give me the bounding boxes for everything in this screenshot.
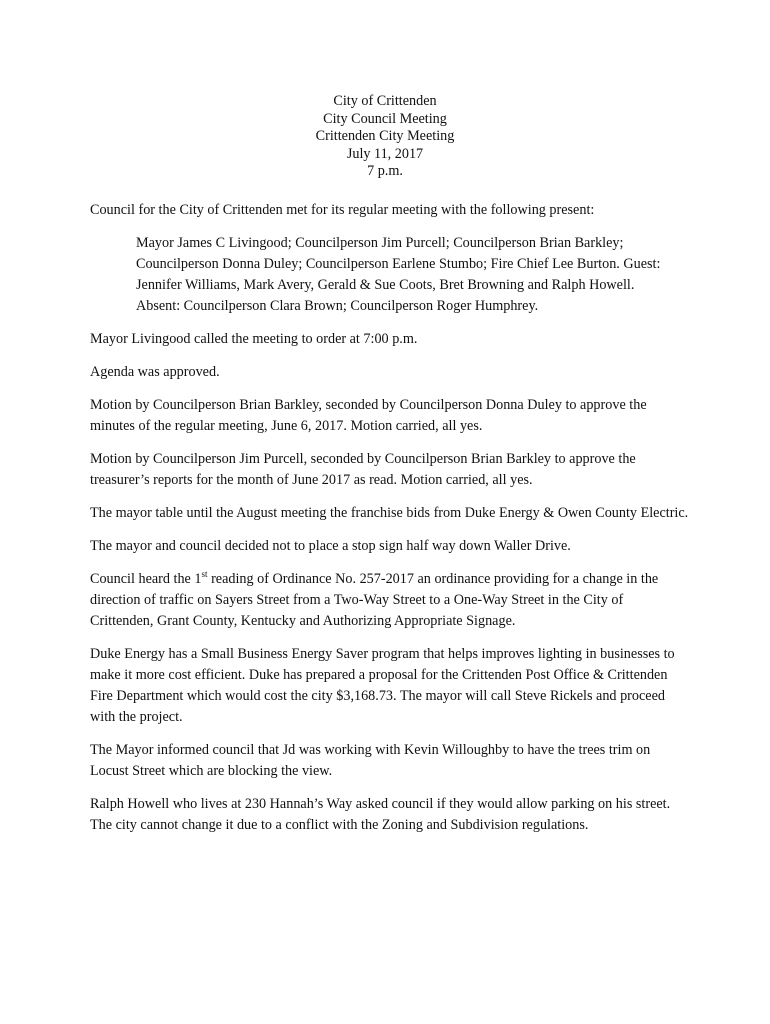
ordinance-text-rest: reading of Ordinance No. 257-2017 an ordinance providing for a change in the direction of traffic on Sayers Street from a Two-Way Street to a One-Way Street in the City of Crittenden, Grant County, Kentucky and Authorizing Appropriate Signage. [90, 571, 659, 629]
meeting-name: Crittenden City Meeting [315, 128, 455, 145]
minutes-body [90, 200, 690, 848]
document-header [0, 93, 770, 181]
duke-energy-paragraph: Duke Energy has a Small Business Energy Saver program that helps improves lighting in businesses to make it more cost efficient. Duke has prepared a proposal for the Crittenden Post Office & Crittenden Fire Department which would cost the city $3,168.73. The mayor will call Steve Rickels and proceed with the project. [90, 646, 675, 725]
stop-sign-paragraph: The mayor and council decided not to place a stop sign half way down Waller Drive. [90, 538, 571, 554]
meeting-type: City Council Meeting [323, 110, 447, 127]
minutes-motion-paragraph: Motion by Councilperson Brian Barkley, seconded by Councilperson Donna Duley to approve the minutes of the regular meeting, June 6, 2017. Motion carried, all yes. [90, 397, 647, 434]
trees-paragraph: The Mayor informed council that Jd was working with Kevin Willoughby to have the trees trim on Locust Street which are blocking the view. [90, 742, 651, 779]
attendees-paragraph: Mayor James C Livingood; Councilperson Jim Purcell; Councilperson Brian Barkley; Councilperson Donna Duley; Councilperson Earlene Stumbo; Fire Chief Lee Burton. Guest: Jennifer Williams, Mark Avery, Gerald & Sue Coots, Bret Browning and Ralph Howell. Absent: Councilperson Clara Brown; Councilperson Roger Humphrey. [136, 235, 661, 314]
intro-paragraph: Council for the City of Crittenden met for its regular meeting with the following present: [90, 202, 595, 218]
agenda-paragraph: Agenda was approved. [90, 364, 220, 380]
ordinance-superscript: st [201, 569, 208, 579]
meeting-date: July 11, 2017 [346, 145, 424, 162]
call-to-order-paragraph: Mayor Livingood called the meeting to order at 7:00 p.m. [90, 331, 418, 347]
ordinance-text-start: Council heard the 1 [90, 571, 202, 587]
treasurer-motion-paragraph: Motion by Councilperson Jim Purcell, seconded by Councilperson Brian Barkley to approve the treasurer’s reports for the month of June 2017 as read. Motion carried, all yes. [90, 451, 636, 488]
ordinance-paragraph [90, 569, 690, 632]
parking-paragraph: Ralph Howell who lives at 230 Hannah’s Way asked council if they would allow parking on his street. The city cannot change it due to a conflict with the Zoning and Subdivision regulations. [90, 796, 671, 833]
meeting-time: 7 p.m. [367, 163, 403, 180]
franchise-paragraph: The mayor table until the August meeting the franchise bids from Duke Energy & Owen County Electric. [90, 505, 689, 521]
city-name: City of Crittenden [333, 93, 437, 109]
